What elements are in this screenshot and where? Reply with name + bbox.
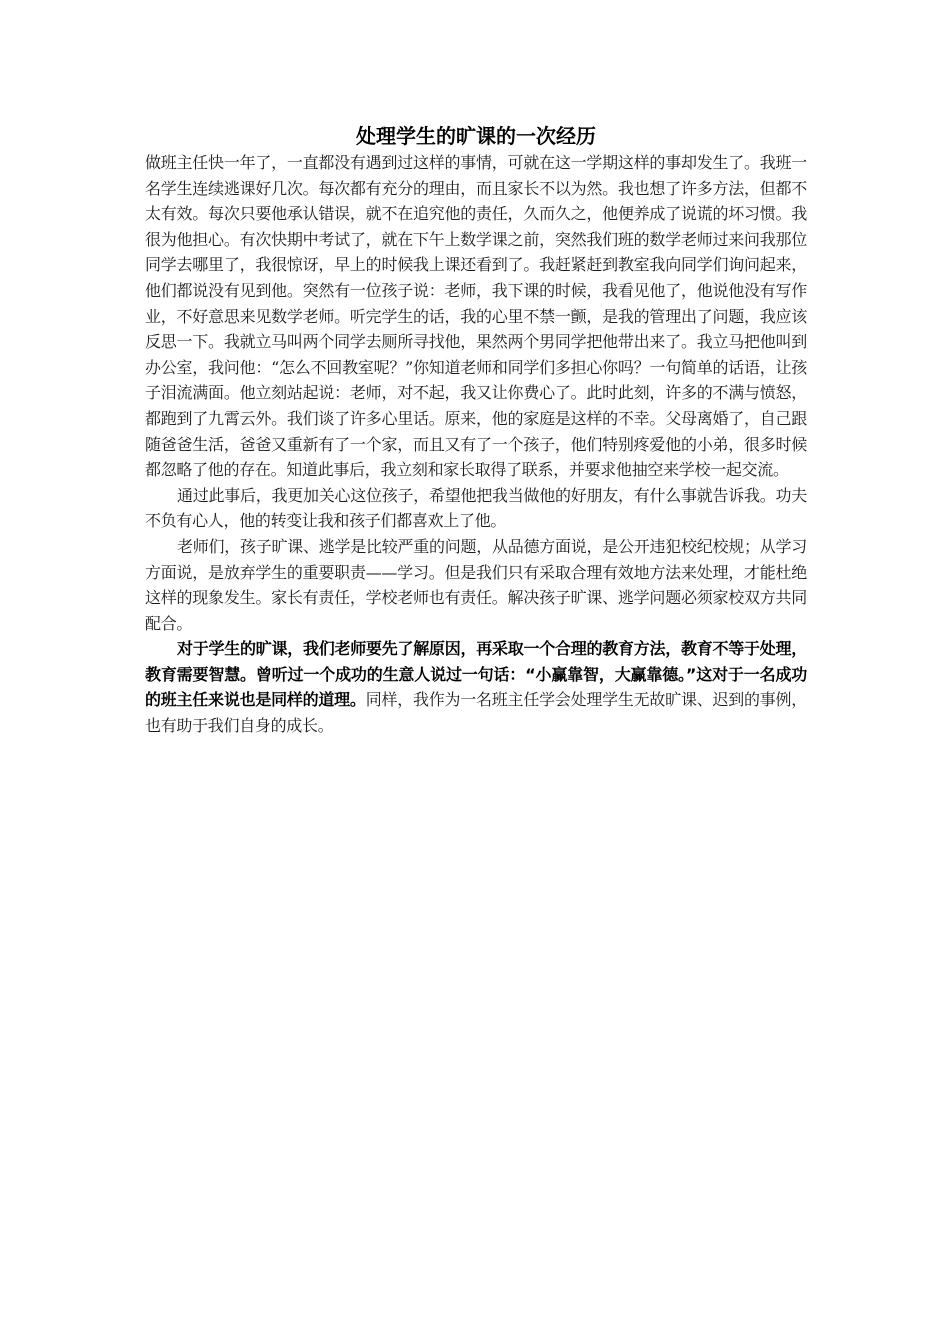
paragraph-4-bold-text: 对于学生的旷课，我们老师要先了解原因，再采取一个合理的教育方法，教育不等于处理，教育需要智慧。曾听过一个成功的生意人说过一句话：“小赢靠智，大赢靠德。”这对于一名成功的班主任来说也是同样的道理。 [145, 639, 807, 710]
paragraph-4-normal-text: 同样，我作为一名班主任学会处理学生无故旷课、迟到的事例，也有助于我们自身的成长。 [145, 690, 807, 736]
paragraph-2: 通过此事后，我更加关心这位孩子，希望他把我当做他的好朋友，有什么事就告诉我。功夫不负有心人，他的转变让我和孩子们都喜欢上了他。 [145, 485, 807, 531]
paragraph-3: 老师们，孩子旷课、逃学是比较严重的问题，从品德方面说，是公开违犯校纪校规；从学习方面说，是放弃学生的重要职责——学习。但是我们只有采取合理有效地方法来处理，才能杜绝这样的现象发生。家长有责任，学校老师也有责任。解决孩子旷课、逃学问题必须家校双方共同配合。 [145, 536, 807, 633]
paragraph-4 [145, 636, 807, 738]
paragraph-1: 做班主任快一年了，一直都没有遇到过这样的事情，可就在这一学期这样的事却发生了。我班一名学生连续逃课好几次。每次都有充分的理由，而且家长不以为然。我也想了许多方法，但都不太有效。每次只要他承认错误，就不在追究他的责任，久而久之，他便养成了说谎的坏习惯。我很为他担心。有次快期中考试了，就在下午上数学课之前，突然我们班的数学老师过来问我那位同学去哪里了，我很惊讶，早上的时候我上课还看到了。我赶紧赶到教室我向同学们询问起来，他们都说没有见到他。突然有一位孩子说：老师，我下课的时候，我看见他了，他说他没有写作业，不好意思来见数学老师。听完学生的话，我的心里不禁一颤，是我的管理出了问题，我应该反思一下。我就立马叫两个同学去厕所寻找他，果然两个男同学把他带出来了。我立马把他叫到办公室，我问他：“怎么不回教室呢？”你知道老师和同学们多担心你吗？一句简单的话语，让孩子泪流满面。他立刻站起说：老师，对不起，我又让你费心了。此时此刻，许多的不满与愤怒，都跑到了九霄云外。我们谈了许多心里话。原来，他的家庭是这样的不幸。父母离婚了，自己跟随爸爸生活，爸爸又重新有了一个家，而且又有了一个孩子，他们特别疼爱他的小弟，很多时候都忽略了他的存在。知道此事后，我立刻和家长取得了联系，并要求他抽空来学校一起交流。 [145, 153, 807, 480]
document-title: 处理学生的旷课的一次经历 [356, 124, 596, 148]
document-body [145, 122, 807, 739]
